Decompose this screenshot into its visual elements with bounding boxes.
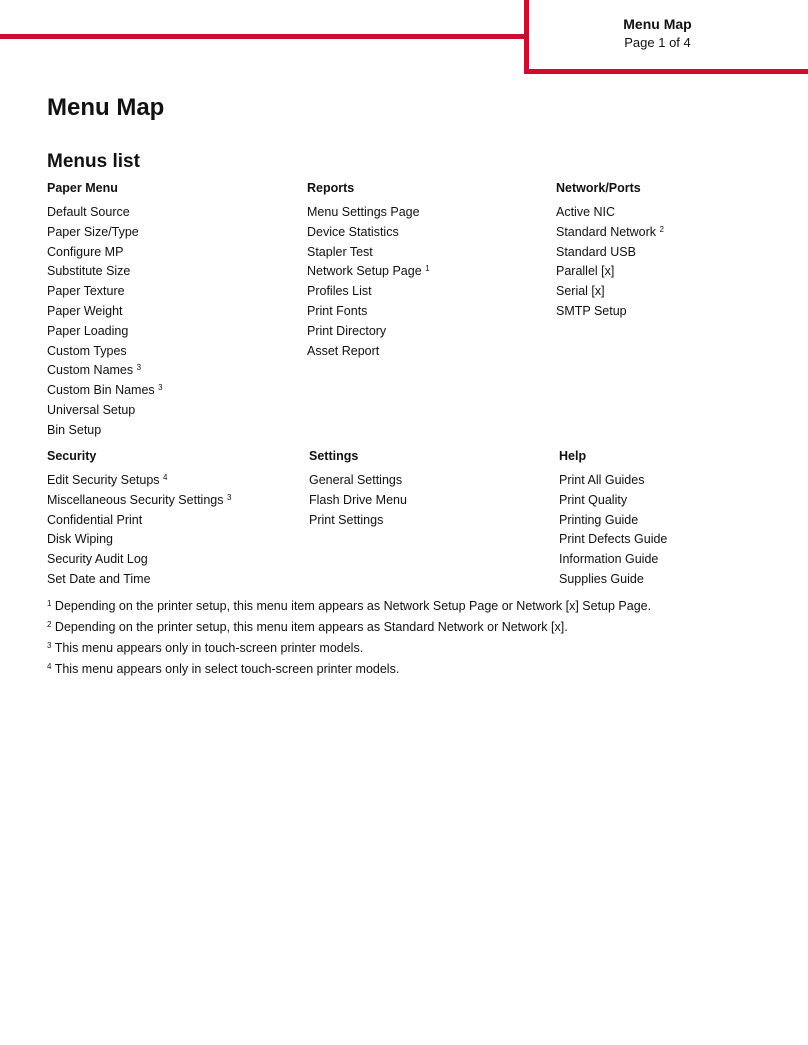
menu-item xyxy=(559,530,667,550)
column-heading: Paper Menu xyxy=(47,181,118,195)
menu-item xyxy=(47,570,231,590)
menu-item-label: Print Directory xyxy=(307,323,387,338)
menu-item xyxy=(559,471,667,491)
menu-item-label: Universal Setup xyxy=(47,402,136,417)
menu-column-network-ports xyxy=(556,179,664,322)
menu-item xyxy=(307,262,430,282)
footnote-text: Depending on the printer setup, this menu item appears as Network Setup Page or Network [x] Setup Page. xyxy=(51,599,652,613)
menu-list xyxy=(47,471,231,590)
menu-item-label: Flash Drive Menu xyxy=(309,492,407,507)
menu-item xyxy=(47,361,163,381)
menu-item-label: Menu Settings Page xyxy=(307,205,420,219)
menu-item-label: Set Date and Time xyxy=(47,571,151,586)
menu-item-label: Print All Guides xyxy=(559,473,645,487)
footnote-number: 2 xyxy=(47,620,52,629)
footnote-reference: 3 xyxy=(136,363,142,373)
header-rule-vertical xyxy=(524,0,529,74)
menu-item xyxy=(47,342,163,362)
menu-item-label: Profiles List xyxy=(307,284,372,299)
footnote-reference: 2 xyxy=(659,224,664,234)
menu-item-label: Edit Security Setups xyxy=(47,473,160,487)
menu-item-label: Configure MP xyxy=(47,244,124,259)
menu-item xyxy=(307,342,430,362)
menu-item-label: Disk Wiping xyxy=(47,532,113,547)
menu-list xyxy=(309,471,407,530)
menu-column-help xyxy=(559,447,667,590)
footnote-text: This menu appears only in select touch-screen printer models. xyxy=(51,662,400,676)
menu-item-label: Standard USB xyxy=(556,244,636,259)
menu-item-label: Paper Texture xyxy=(47,284,125,299)
column-heading: Help xyxy=(559,449,587,463)
column-heading: Reports xyxy=(307,181,355,195)
footnote-text: Depending on the printer setup, this menu item appears as Standard Network or Network [x]. xyxy=(51,620,568,634)
menu-item xyxy=(47,530,231,550)
footnote-1 xyxy=(47,596,651,617)
footnote-reference: 3 xyxy=(158,383,163,393)
menu-item xyxy=(307,203,430,223)
menu-item-label: SMTP Setup xyxy=(556,303,627,318)
footnote-text: This menu appears only in touch-screen printer models. xyxy=(51,641,364,655)
menu-item-label: Standard Network xyxy=(556,224,657,239)
menu-item xyxy=(307,302,430,322)
menu-item xyxy=(559,511,667,531)
menu-item-label: Paper Weight xyxy=(47,303,123,318)
menu-item-label: Security Audit Log xyxy=(47,552,148,567)
menu-column-paper-menu xyxy=(47,179,163,441)
footnote-3 xyxy=(47,638,651,659)
footnote-number: 1 xyxy=(47,599,52,608)
menu-item xyxy=(559,570,667,590)
footnote-number: 3 xyxy=(47,641,52,650)
menu-item-label: Print Defects Guide xyxy=(559,532,668,547)
menu-item xyxy=(47,262,163,282)
menu-item xyxy=(47,421,163,441)
menu-item-label: Bin Setup xyxy=(47,422,102,437)
header-rule-right xyxy=(524,69,808,74)
menu-item xyxy=(309,511,407,531)
footnote-reference: 4 xyxy=(163,473,168,482)
menu-item-label: Custom Types xyxy=(47,343,127,358)
section-title: Menus list xyxy=(47,151,140,172)
menu-item xyxy=(556,243,664,263)
menu-item-label: Printing Guide xyxy=(559,512,639,527)
menu-item-label: General Settings xyxy=(309,473,403,487)
running-header xyxy=(560,14,755,52)
page-number: Page 1 of 4 xyxy=(624,35,691,50)
menu-item-label: Asset Report xyxy=(307,343,380,358)
column-heading: Security xyxy=(47,449,97,463)
menu-item xyxy=(47,223,163,243)
menu-item xyxy=(559,550,667,570)
menu-item xyxy=(307,243,430,263)
menu-item-label: Supplies Guide xyxy=(559,571,644,586)
menu-list xyxy=(307,203,430,361)
menu-item-label: Stapler Test xyxy=(307,244,373,259)
menu-column-settings xyxy=(309,447,407,530)
menu-item-label: Confidential Print xyxy=(47,512,143,527)
menu-item-label: Active NIC xyxy=(556,205,616,219)
menu-item xyxy=(307,322,430,342)
menu-item-label: Custom Names xyxy=(47,363,134,378)
footnote-number: 4 xyxy=(47,662,52,671)
menu-item xyxy=(47,302,163,322)
menu-item xyxy=(559,491,667,511)
footnotes xyxy=(47,596,651,680)
document-title: Menu Map xyxy=(47,94,165,121)
footnote-2 xyxy=(47,617,651,638)
menu-item xyxy=(556,282,664,302)
header-rule-left xyxy=(0,34,528,39)
menu-list xyxy=(47,203,163,441)
menu-item xyxy=(47,401,163,421)
menu-item-label: Network Setup Page xyxy=(307,264,422,279)
menu-item-label: Print Settings xyxy=(309,512,384,527)
menu-item-label: Parallel [x] xyxy=(556,264,615,279)
menu-item-label: Custom Bin Names xyxy=(47,383,155,398)
menu-item-label: Miscellaneous Security Settings xyxy=(47,492,224,507)
menu-item xyxy=(47,203,163,223)
menu-item-label: Paper Size/Type xyxy=(47,224,139,239)
footnote-reference: 3 xyxy=(226,492,232,502)
menu-item xyxy=(47,511,231,531)
menu-item xyxy=(47,322,163,342)
menu-item-label: Serial [x] xyxy=(556,284,605,299)
menu-item-label: Default Source xyxy=(47,205,130,219)
menu-item xyxy=(47,550,231,570)
menu-list xyxy=(559,471,667,590)
menu-item xyxy=(556,223,664,243)
menu-item xyxy=(556,262,664,282)
menu-item-label: Substitute Size xyxy=(47,264,131,279)
menu-item xyxy=(309,491,407,511)
menu-item-label: Paper Loading xyxy=(47,323,129,338)
menu-item xyxy=(47,282,163,302)
column-heading: Settings xyxy=(309,449,359,463)
menu-column-security xyxy=(47,447,231,590)
menu-column-reports xyxy=(307,179,430,361)
menu-item-label: Print Quality xyxy=(559,492,628,507)
menu-item xyxy=(47,491,231,511)
menu-item xyxy=(556,203,664,223)
menu-item-label: Device Statistics xyxy=(307,224,399,239)
menu-item-label: Information Guide xyxy=(559,552,659,567)
menu-item-label: Print Fonts xyxy=(307,303,368,318)
menu-item xyxy=(47,471,231,491)
footnote-4 xyxy=(47,659,651,680)
menu-item xyxy=(556,302,664,322)
column-heading: Network/Ports xyxy=(556,181,641,195)
footnote-reference: 1 xyxy=(425,264,430,274)
menu-item xyxy=(47,243,163,263)
menu-item xyxy=(309,471,407,491)
running-header-title: Menu Map xyxy=(623,16,692,32)
menu-list xyxy=(556,203,664,322)
menu-item xyxy=(47,381,163,401)
menu-item xyxy=(307,282,430,302)
menu-item xyxy=(307,223,430,243)
